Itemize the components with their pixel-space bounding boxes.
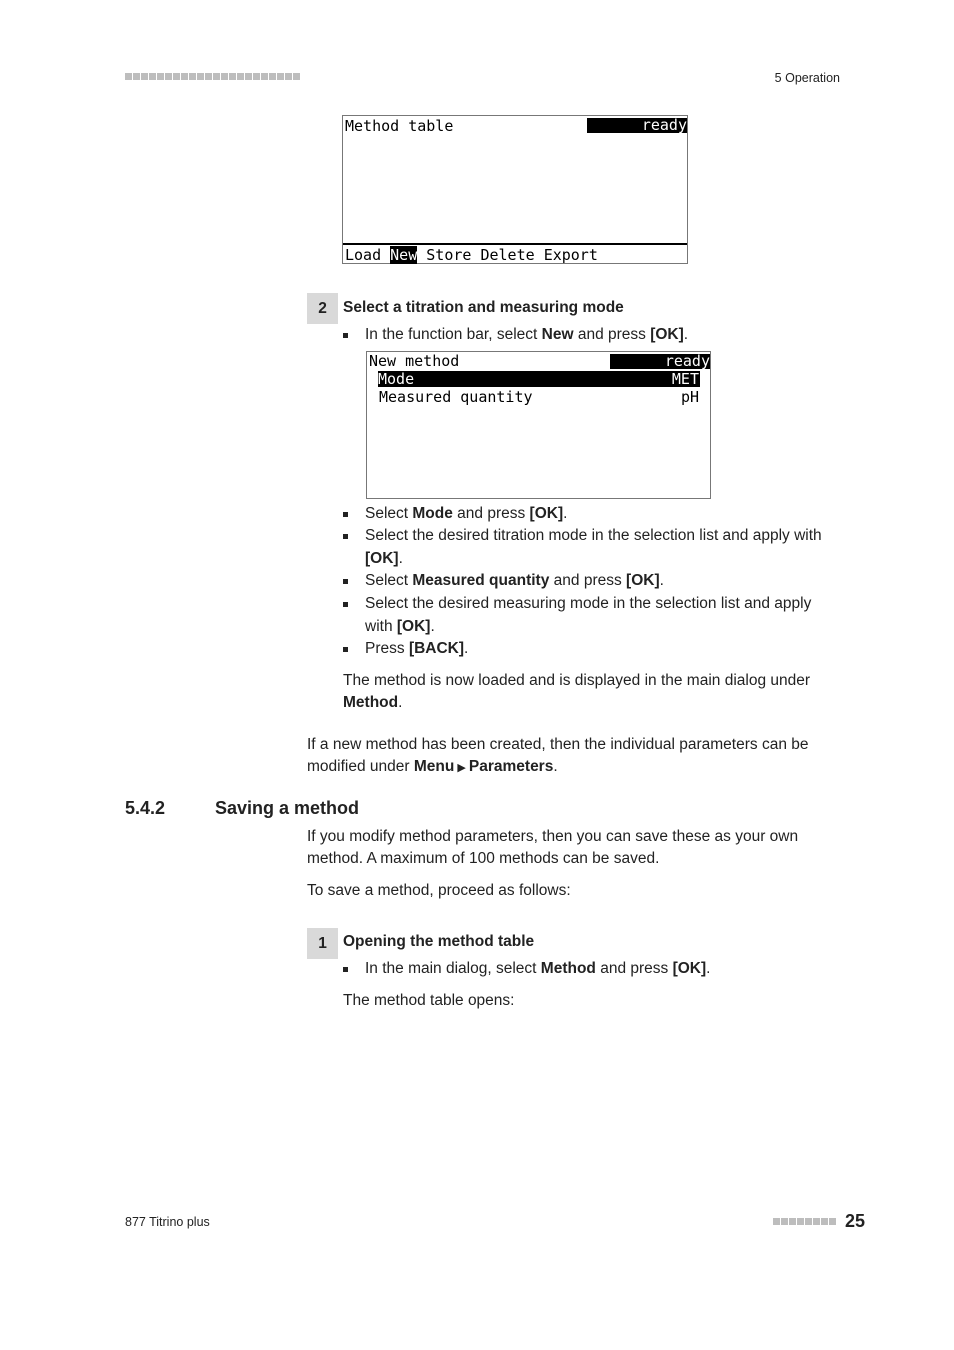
- header-decoration: [125, 73, 300, 80]
- list-item: Select the desired titration mode in the selection list and apply with [OK].: [365, 525, 835, 570]
- new-method-screen: [366, 351, 711, 499]
- section-number: 5.4.2: [125, 798, 166, 818]
- menu-load: Load: [345, 246, 382, 264]
- function-bar: [345, 246, 598, 264]
- list-item: In the main dialog, select Method and press [OK].: [365, 958, 710, 981]
- footer-product: 877 Titrino plus: [125, 1215, 210, 1229]
- page-number: 25: [845, 1211, 866, 1231]
- footer-decoration: [773, 1218, 836, 1225]
- list-item: Select Measured quantity and press [OK].: [365, 570, 664, 593]
- list-item: In the function bar, select New and press [OK].: [365, 324, 688, 347]
- status-badge: ready: [610, 354, 710, 369]
- screen-title: Method table: [345, 117, 454, 135]
- paragraph: If a new method has been created, then the individual parameters can be modified under Menu ▶ Parameters.: [307, 736, 809, 775]
- measured-quantity-row: Measured quantity pH: [379, 388, 699, 406]
- mode-row: Mode MET: [378, 370, 699, 388]
- method-table-screen: [342, 115, 688, 264]
- paragraph: To save a method, proceed as follows:: [307, 882, 571, 899]
- step-number: 2: [307, 293, 338, 324]
- status-badge: ready: [587, 118, 687, 133]
- menu-export: Export: [543, 246, 598, 264]
- section-title: Saving a method: [215, 798, 360, 818]
- menu-delete: Delete: [480, 246, 535, 264]
- menu-new: New: [390, 246, 418, 264]
- step-title: Select a titration and measuring mode: [343, 299, 624, 316]
- step-title: Opening the method table: [343, 933, 535, 950]
- step-number: 1: [307, 928, 338, 959]
- list-item: Select the desired measuring mode in the selection list and apply with [OK].: [365, 593, 840, 638]
- menu-store: Store: [426, 246, 472, 264]
- chapter-header: 5 Operation: [774, 71, 840, 85]
- paragraph: The method table opens:: [343, 992, 515, 1009]
- paragraph: If you modify method parameters, then you can save these as your own method. A maximum of 100 methods can be saved.: [307, 828, 799, 867]
- list-item: Press [BACK].: [365, 638, 468, 661]
- list-item: Select Mode and press [OK].: [365, 503, 567, 526]
- paragraph: The method is now loaded and is displayed in the main dialog under Method.: [343, 672, 811, 711]
- screen-title: New method: [369, 352, 460, 370]
